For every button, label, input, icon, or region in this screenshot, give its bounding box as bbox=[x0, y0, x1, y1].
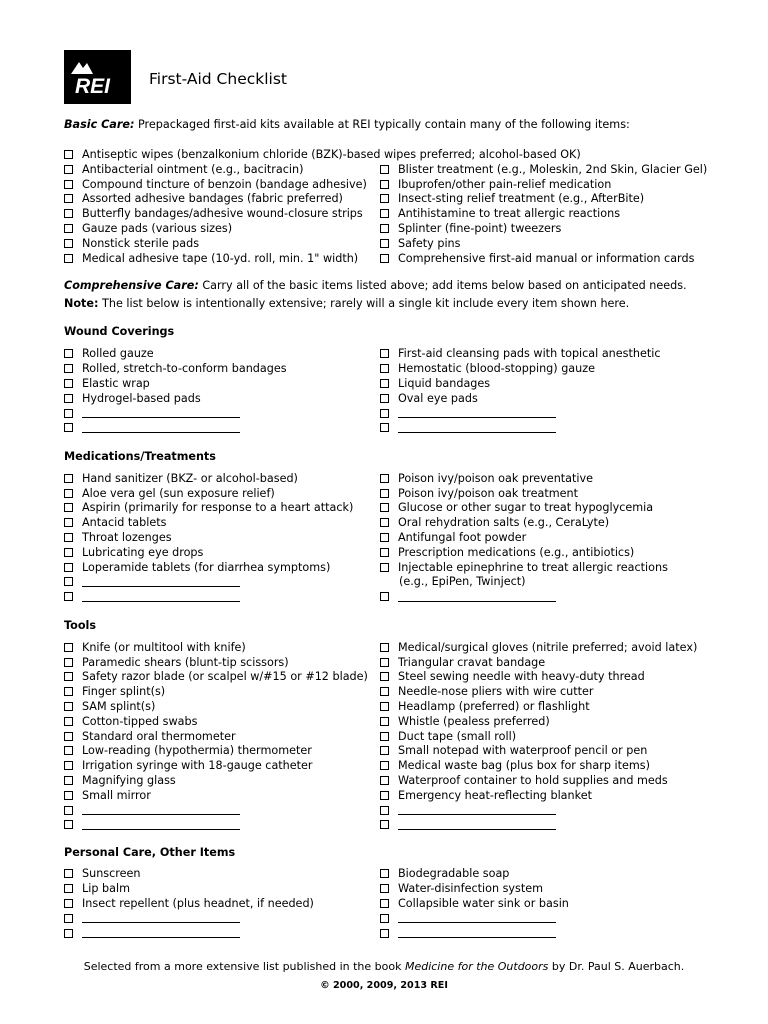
checkbox[interactable] bbox=[380, 884, 389, 893]
section-heading-personal-care: Personal Care, Other Items bbox=[64, 846, 236, 859]
blank-checklist-item bbox=[380, 406, 556, 421]
write-in-line[interactable] bbox=[398, 913, 556, 923]
checkbox[interactable] bbox=[380, 409, 389, 418]
checkbox[interactable] bbox=[380, 658, 389, 667]
checkbox[interactable] bbox=[64, 379, 73, 388]
checklist-item-label: Irrigation syringe with 18-gauge catheter bbox=[82, 759, 313, 773]
checklist-item-label: Triangular cravat bandage bbox=[398, 655, 546, 669]
checklist-item bbox=[380, 545, 634, 560]
checklist-item bbox=[380, 670, 645, 685]
write-in-line[interactable] bbox=[82, 577, 240, 587]
checklist-item-label: Collapsible water sink or basin bbox=[398, 896, 569, 910]
checkbox[interactable] bbox=[64, 884, 73, 893]
write-in-line[interactable] bbox=[398, 592, 556, 602]
checklist-item-label: Lip balm bbox=[82, 882, 130, 896]
checkbox[interactable] bbox=[380, 194, 389, 203]
checkbox[interactable] bbox=[64, 806, 73, 815]
checkbox[interactable] bbox=[64, 489, 73, 498]
checkbox[interactable] bbox=[380, 869, 389, 878]
checklist-item bbox=[380, 773, 668, 788]
checklist-item bbox=[380, 560, 668, 575]
checklist-item bbox=[64, 670, 368, 685]
checklist-item bbox=[64, 486, 275, 501]
checklist-item bbox=[64, 684, 165, 699]
basic-care-intro bbox=[64, 118, 630, 131]
blank-checklist-item bbox=[380, 803, 556, 818]
comprehensive-note bbox=[64, 297, 629, 310]
checklist-item-label: Aspirin (primarily for response to a heart attack) bbox=[82, 501, 354, 515]
blank-checklist-item bbox=[64, 589, 240, 604]
checklist-item bbox=[64, 744, 312, 759]
checkbox[interactable] bbox=[380, 394, 389, 403]
blank-checklist-item bbox=[64, 575, 240, 590]
checklist-item bbox=[380, 221, 561, 236]
checkbox[interactable] bbox=[380, 548, 389, 557]
blank-checklist-item bbox=[64, 803, 240, 818]
checkbox[interactable] bbox=[64, 224, 73, 233]
checklist-item-label: Headlamp (preferred) or flashlight bbox=[398, 700, 590, 714]
checklist-item bbox=[64, 347, 154, 362]
checklist-item bbox=[64, 881, 130, 896]
checkbox[interactable] bbox=[64, 394, 73, 403]
checkbox[interactable] bbox=[380, 364, 389, 373]
checklist-item-label: Blister treatment (e.g., Moleskin, 2nd Skin, Glacier Gel) bbox=[398, 162, 708, 176]
checklist-item bbox=[64, 177, 367, 192]
checklist-item bbox=[64, 192, 343, 207]
checklist-item-label: Duct tape (small roll) bbox=[398, 729, 517, 743]
checkbox[interactable] bbox=[64, 658, 73, 667]
basic-care-text: Prepackaged first-aid kits available at REI typically contain many of the following items: bbox=[134, 118, 630, 131]
checkbox[interactable] bbox=[64, 349, 73, 358]
checkbox[interactable] bbox=[64, 254, 73, 263]
checklist-item bbox=[64, 560, 330, 575]
checkbox[interactable] bbox=[380, 533, 389, 542]
checklist-item bbox=[64, 896, 314, 911]
checklist-item-label: Rolled gauze bbox=[82, 347, 154, 361]
checkbox[interactable] bbox=[64, 746, 73, 755]
checklist-item bbox=[380, 729, 516, 744]
checkbox[interactable] bbox=[64, 899, 73, 908]
checklist-item-label: Loperamide tablets (for diarrhea symptoms) bbox=[82, 560, 331, 574]
comprehensive-care-label: Comprehensive Care: bbox=[64, 279, 199, 292]
checklist-item bbox=[380, 347, 661, 362]
checkbox[interactable] bbox=[64, 869, 73, 878]
checkbox[interactable] bbox=[64, 518, 73, 527]
checkbox[interactable] bbox=[380, 791, 389, 800]
checklist-item-label: Whistle (pealess preferred) bbox=[398, 714, 550, 728]
checkbox[interactable] bbox=[380, 379, 389, 388]
checklist-item-label: Oval eye pads bbox=[398, 391, 478, 405]
checklist-item-label: Elastic wrap bbox=[82, 376, 150, 390]
checkbox[interactable] bbox=[380, 820, 389, 829]
checklist-item bbox=[380, 251, 694, 266]
checklist-item bbox=[380, 376, 490, 391]
checklist-item-label: Oral rehydration salts (e.g., CeraLyte) bbox=[398, 516, 610, 530]
checklist-item-label: Hand sanitizer (BKZ- or alcohol-based) bbox=[82, 471, 298, 485]
checkbox[interactable] bbox=[64, 180, 73, 189]
checklist-item-label: Steel sewing needle with heavy-duty thread bbox=[398, 670, 645, 684]
checklist-item-label: Comprehensive first-aid manual or information cards bbox=[398, 251, 695, 265]
checklist-item-label: Gauze pads (various sizes) bbox=[82, 222, 233, 236]
checkbox[interactable] bbox=[64, 548, 73, 557]
checklist-item bbox=[64, 714, 197, 729]
checklist-item-label: Medical waste bag (plus box for sharp items) bbox=[398, 759, 650, 773]
checklist-item bbox=[64, 147, 581, 162]
checklist-item-label: Knife (or multitool with knife) bbox=[82, 640, 246, 654]
blank-checklist-item bbox=[380, 818, 556, 833]
checklist-item-label: Low-reading (hypothermia) thermometer bbox=[82, 744, 312, 758]
checklist-item bbox=[380, 192, 644, 207]
checklist-item-label: (e.g., EpiPen, Twinject) bbox=[399, 575, 526, 589]
checklist-item-label: Hydrogel-based pads bbox=[82, 391, 201, 405]
blank-checklist-item bbox=[64, 406, 240, 421]
checklist-item-label: Assorted adhesive bandages (fabric preferred) bbox=[82, 192, 343, 206]
checklist-item bbox=[64, 162, 303, 177]
checklist-item-label: Biodegradable soap bbox=[398, 867, 510, 881]
blank-checklist-item bbox=[64, 911, 240, 926]
checklist-item bbox=[64, 471, 298, 486]
note-text: The list below is intentionally extensive; rarely will a single kit include every item shown here. bbox=[98, 297, 630, 310]
checkbox[interactable] bbox=[64, 474, 73, 483]
checkbox[interactable] bbox=[64, 239, 73, 248]
checklist-item bbox=[64, 206, 363, 221]
checklist-item bbox=[380, 236, 460, 251]
write-in-line[interactable] bbox=[398, 423, 556, 433]
write-in-line[interactable] bbox=[82, 820, 240, 830]
checklist-item-label: Compound tincture of benzoin (bandage adhesive) bbox=[82, 177, 367, 191]
checkbox[interactable] bbox=[64, 364, 73, 373]
section-heading-wound-coverings: Wound Coverings bbox=[64, 325, 175, 338]
checklist-item-label: Butterfly bandages/adhesive wound-closure strips bbox=[82, 207, 363, 221]
checkbox[interactable] bbox=[380, 503, 389, 512]
checkbox[interactable] bbox=[64, 165, 73, 174]
checkbox[interactable] bbox=[64, 732, 73, 741]
checklist-item-label: Paramedic shears (blunt-tip scissors) bbox=[82, 655, 289, 669]
book-title: Medicine for the Outdoors bbox=[404, 960, 549, 973]
checklist-item-label: Splinter (fine-point) tweezers bbox=[398, 222, 562, 236]
svg-text:REI: REI bbox=[74, 75, 110, 97]
checkbox[interactable] bbox=[380, 914, 389, 923]
checkbox[interactable] bbox=[380, 761, 389, 770]
checkbox[interactable] bbox=[380, 165, 389, 174]
checkbox[interactable] bbox=[380, 518, 389, 527]
checklist-item bbox=[64, 501, 353, 516]
checklist-item bbox=[380, 684, 594, 699]
checklist-item bbox=[380, 530, 526, 545]
checklist-item bbox=[380, 177, 611, 192]
checkbox[interactable] bbox=[64, 592, 73, 601]
rei-logo-mark-icon bbox=[69, 57, 127, 97]
checklist-item bbox=[64, 251, 358, 266]
checkbox[interactable] bbox=[380, 776, 389, 785]
checkbox[interactable] bbox=[64, 209, 73, 218]
checklist-item-label: Injectable epinephrine to treat allergic reactions bbox=[398, 560, 668, 574]
comprehensive-care-text: Carry all of the basic items listed above; add items below based on anticipated needs. bbox=[198, 279, 687, 292]
checklist-item-label: Insect repellent (plus headnet, if needed) bbox=[82, 896, 314, 910]
checklist-item-label: Safety pins bbox=[398, 236, 461, 250]
note-label: Note: bbox=[64, 297, 99, 310]
checklist-item-label: SAM splint(s) bbox=[82, 700, 156, 714]
checklist-item bbox=[64, 376, 150, 391]
checklist-item bbox=[64, 236, 199, 251]
checklist-item-label: Safety razor blade (or scalpel w/#15 or #12 blade) bbox=[82, 670, 368, 684]
checkbox[interactable] bbox=[380, 643, 389, 652]
write-in-line[interactable] bbox=[82, 805, 240, 815]
checklist-item bbox=[380, 744, 647, 759]
checkbox[interactable] bbox=[380, 672, 389, 681]
checkbox[interactable] bbox=[380, 702, 389, 711]
checklist-item-label: Finger splint(s) bbox=[82, 685, 166, 699]
checklist-item-label: Small notepad with waterproof pencil or pen bbox=[398, 744, 648, 758]
rei-logo bbox=[64, 50, 131, 104]
checklist-item bbox=[64, 391, 201, 406]
checklist-item bbox=[380, 896, 569, 911]
checklist-item bbox=[380, 361, 595, 376]
checklist-item-label: Antiseptic wipes (benzalkonium chloride (BZK)-based wipes preferred; alcohol-based OK) bbox=[82, 147, 581, 161]
checklist-item-label: Water-disinfection system bbox=[398, 882, 544, 896]
checklist-item-label: Liquid bandages bbox=[398, 376, 491, 390]
write-in-line[interactable] bbox=[82, 913, 240, 923]
checklist-item bbox=[64, 545, 203, 560]
checklist-item bbox=[64, 773, 176, 788]
checklist-item bbox=[380, 206, 620, 221]
section-heading-medications: Medications/Treatments bbox=[64, 450, 216, 463]
comprehensive-care-intro bbox=[64, 279, 687, 292]
checkbox[interactable] bbox=[64, 687, 73, 696]
checklist-item-label: Antibacterial ointment (e.g., bacitracin) bbox=[82, 162, 304, 176]
checklist-item bbox=[64, 699, 155, 714]
checklist-item bbox=[64, 361, 287, 376]
write-in-line[interactable] bbox=[398, 805, 556, 815]
checkbox[interactable] bbox=[380, 349, 389, 358]
checkbox[interactable] bbox=[380, 180, 389, 189]
checkbox[interactable] bbox=[64, 533, 73, 542]
basic-care-label: Basic Care: bbox=[64, 118, 135, 131]
checklist-item bbox=[380, 655, 545, 670]
checklist-item-label: Medical/surgical gloves (nitrile preferred; avoid latex) bbox=[398, 640, 698, 654]
blank-checklist-item bbox=[380, 589, 556, 604]
checklist-item-label: First-aid cleansing pads with topical anesthetic bbox=[398, 347, 661, 361]
checkbox[interactable] bbox=[64, 423, 73, 432]
checkbox[interactable] bbox=[380, 929, 389, 938]
checklist-item-label: Antacid tablets bbox=[82, 516, 167, 530]
checklist-item-label: Throat lozenges bbox=[82, 531, 172, 545]
checkbox[interactable] bbox=[64, 643, 73, 652]
checklist-item bbox=[64, 788, 151, 803]
checklist-item-label: Waterproof container to hold supplies and meds bbox=[398, 774, 668, 788]
checklist-item-label: Standard oral thermometer bbox=[82, 729, 236, 743]
checklist-item-continuation bbox=[380, 575, 526, 590]
checklist-item bbox=[380, 867, 509, 882]
write-in-line[interactable] bbox=[82, 592, 240, 602]
checklist-item-label: Sunscreen bbox=[82, 867, 141, 881]
checkbox[interactable] bbox=[380, 732, 389, 741]
write-in-line[interactable] bbox=[82, 423, 240, 433]
checklist-item bbox=[380, 162, 707, 177]
checklist-item bbox=[380, 486, 578, 501]
checklist-item bbox=[380, 391, 478, 406]
checkbox[interactable] bbox=[64, 717, 73, 726]
checkbox[interactable] bbox=[64, 503, 73, 512]
checklist-item bbox=[380, 714, 550, 729]
checklist-item bbox=[64, 221, 232, 236]
checklist-item-label: Prescription medications (e.g., antibiotics) bbox=[398, 545, 635, 559]
checkbox[interactable] bbox=[64, 577, 73, 586]
checklist-item bbox=[380, 881, 543, 896]
checklist-item-label: Aloe vera gel (sun exposure relief) bbox=[82, 486, 275, 500]
checklist-item bbox=[380, 515, 609, 530]
checklist-item bbox=[64, 729, 236, 744]
checklist-item bbox=[380, 758, 650, 773]
checklist-item-label: Medical adhesive tape (10-yd. roll, min. 1" width) bbox=[82, 251, 359, 265]
checkbox[interactable] bbox=[380, 563, 389, 572]
checklist-item bbox=[380, 699, 590, 714]
checklist-item-label: Small mirror bbox=[82, 788, 151, 802]
checkbox[interactable] bbox=[64, 409, 73, 418]
checklist-item-label: Glucose or other sugar to treat hypoglycemia bbox=[398, 501, 654, 515]
checklist-item bbox=[64, 515, 166, 530]
checklist-item bbox=[380, 501, 653, 516]
checkbox[interactable] bbox=[380, 717, 389, 726]
checklist-item bbox=[380, 788, 592, 803]
blank-checklist-item bbox=[64, 818, 240, 833]
checklist-item-label: Lubricating eye drops bbox=[82, 545, 204, 559]
checklist-item bbox=[64, 530, 172, 545]
checklist-item-label: Poison ivy/poison oak preventative bbox=[398, 471, 594, 485]
blank-checklist-item bbox=[64, 421, 240, 436]
checklist-item bbox=[64, 655, 289, 670]
page-title: First-Aid Checklist bbox=[149, 70, 287, 88]
checkbox[interactable] bbox=[64, 791, 73, 800]
checklist-item-label: Antihistamine to treat allergic reactions bbox=[398, 207, 621, 221]
checklist-item-label: Needle-nose pliers with wire cutter bbox=[398, 685, 594, 699]
write-in-line[interactable] bbox=[398, 820, 556, 830]
checklist-item bbox=[64, 640, 246, 655]
copyright: © 2000, 2009, 2013 REI bbox=[320, 980, 448, 991]
checklist-item-label: Hemostatic (blood-stopping) gauze bbox=[398, 362, 595, 376]
checkbox[interactable] bbox=[64, 702, 73, 711]
blank-checklist-item bbox=[380, 926, 556, 941]
checklist-item bbox=[64, 758, 313, 773]
checkbox[interactable] bbox=[64, 150, 73, 159]
checkbox[interactable] bbox=[380, 474, 389, 483]
blank-checklist-item bbox=[64, 926, 240, 941]
checklist-item-label: Magnifying glass bbox=[82, 774, 176, 788]
blank-checklist-item bbox=[380, 421, 556, 436]
checklist-item bbox=[380, 640, 697, 655]
checkbox[interactable] bbox=[380, 687, 389, 696]
checklist-item-label: Emergency heat-reflecting blanket bbox=[398, 788, 592, 802]
checkbox[interactable] bbox=[64, 914, 73, 923]
checkbox[interactable] bbox=[380, 899, 389, 908]
checklist-item-label: Ibuprofen/other pain-relief medication bbox=[398, 177, 612, 191]
write-in-line[interactable] bbox=[82, 928, 240, 938]
checkbox[interactable] bbox=[64, 761, 73, 770]
checkbox[interactable] bbox=[380, 254, 389, 263]
write-in-line[interactable] bbox=[398, 928, 556, 938]
blank-checklist-item bbox=[380, 911, 556, 926]
checkbox[interactable] bbox=[380, 423, 389, 432]
checklist-item-label: Rolled, stretch-to-conform bandages bbox=[82, 362, 287, 376]
checklist-item bbox=[380, 471, 593, 486]
checkbox[interactable] bbox=[380, 806, 389, 815]
checkbox[interactable] bbox=[380, 209, 389, 218]
checklist-item bbox=[64, 867, 140, 882]
checklist-item-label: Poison ivy/poison oak treatment bbox=[398, 486, 578, 500]
section-heading-tools: Tools bbox=[64, 619, 97, 632]
checkbox[interactable] bbox=[64, 776, 73, 785]
checkbox[interactable] bbox=[380, 746, 389, 755]
checkbox[interactable] bbox=[380, 224, 389, 233]
checkbox[interactable] bbox=[64, 820, 73, 829]
checklist-item-label: Insect-sting relief treatment (e.g., AfterBite) bbox=[398, 192, 645, 206]
checkbox[interactable] bbox=[380, 489, 389, 498]
checklist-item-label: Antifungal foot powder bbox=[398, 531, 527, 545]
source-footnote: Selected from a more extensive list published in the book Medicine for the Outdoors by Dr. Paul S. Auerbach. bbox=[83, 960, 685, 973]
checkbox[interactable] bbox=[64, 672, 73, 681]
checklist-item-label: Cotton-tipped swabs bbox=[82, 714, 198, 728]
checkbox[interactable] bbox=[380, 592, 389, 601]
checklist-item-label: Nonstick sterile pads bbox=[82, 236, 200, 250]
checkbox[interactable] bbox=[64, 929, 73, 938]
write-in-line[interactable] bbox=[82, 408, 240, 418]
write-in-line[interactable] bbox=[398, 408, 556, 418]
checkbox[interactable] bbox=[380, 239, 389, 248]
checkbox[interactable] bbox=[64, 563, 73, 572]
checkbox[interactable] bbox=[64, 194, 73, 203]
